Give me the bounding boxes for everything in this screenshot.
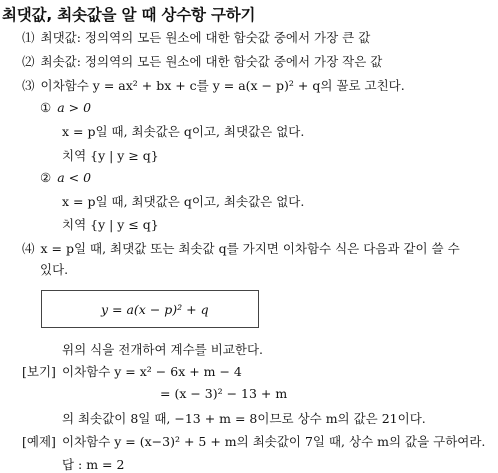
item-1-mark: ⑴ xyxy=(22,30,35,45)
case-2-range: 치역 {y | y ≤ q} xyxy=(62,217,159,232)
case-2-heading xyxy=(40,170,91,186)
case-2-mark: ② xyxy=(40,170,52,185)
item-3-text: 이차함수 y = ax² + bx + c를 y = a(x − p)² + q의 꼴로 고친다. xyxy=(40,78,405,93)
item-4 xyxy=(22,241,460,257)
case-1-line1: x = p일 때, 최솟값은 q이고, 최댓값은 없다. xyxy=(62,124,305,139)
item-4-mark: ⑷ xyxy=(22,241,35,256)
item-4-line2: 있다. xyxy=(40,262,69,277)
item-1-text: 최댓값: 정의역의 모든 원소에 대한 함숫값 중에서 가장 큰 값 xyxy=(40,30,371,45)
item-4-line1: x = p일 때, 최댓값 또는 최솟값 q를 가지면 이차함수 식은 다음과 같이 쓸 수 xyxy=(40,241,460,256)
example-line2: = (x − 3)² − 13 + m xyxy=(160,386,288,401)
case-2-line1: x = p일 때, 최댓값은 q이고, 최솟값은 없다. xyxy=(62,194,305,209)
case-1-mark: ① xyxy=(40,100,52,115)
item-3 xyxy=(22,78,405,94)
item-2-text: 최솟값: 정의역의 모든 원소에 대한 함숫값 중에서 가장 작은 값 xyxy=(40,54,383,69)
problem-answer: 답 : m = 2 xyxy=(62,457,125,472)
case-1-heading xyxy=(40,100,91,116)
item-2-mark: ⑵ xyxy=(22,54,35,69)
case-1-condition: a > 0 xyxy=(57,100,92,115)
case-2-condition: a < 0 xyxy=(57,170,92,185)
example-line1: 이차함수 y = x² − 6x + m − 4 xyxy=(62,364,242,379)
example-line3: 의 최솟값이 8일 때, −13 + m = 8이므로 상수 m의 값은 21이다. xyxy=(62,411,426,426)
item-2 xyxy=(22,54,382,70)
page-title: 최댓값, 최솟값을 알 때 상수항 구하기 xyxy=(2,6,256,24)
problem-label: [예제] xyxy=(22,434,56,449)
expand-note: 위의 식을 전개하여 계수를 비교한다. xyxy=(62,342,263,357)
formula-box-text: y = a(x − p)² + q xyxy=(101,302,209,317)
example-label: [보기] xyxy=(22,364,56,379)
problem-text: 이차함수 y = (x−3)² + 5 + m의 최솟값이 7일 때, 상수 m의 값을 구하여라. xyxy=(62,434,486,449)
item-1 xyxy=(22,30,370,46)
item-3-mark: ⑶ xyxy=(22,78,35,93)
case-1-range: 치역 {y | y ≥ q} xyxy=(62,148,159,163)
